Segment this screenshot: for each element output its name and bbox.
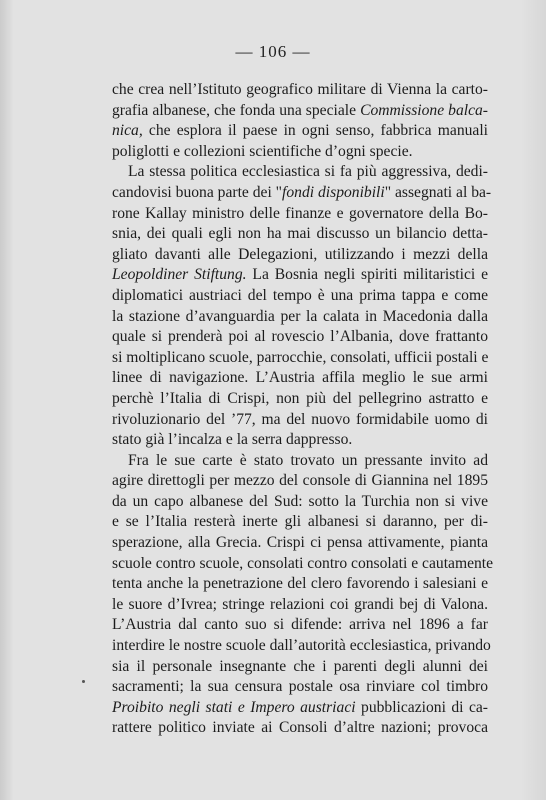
text-segment: La Bosnia negli spiriti militaristici e [246, 266, 489, 284]
text-line [112, 183, 492, 204]
text-segment: gliato davanti alle Delegazioni, utilizzando i mezzi della [112, 245, 488, 263]
text-segment: " assegnati al ba- [384, 183, 492, 201]
text-line [112, 533, 488, 554]
text-line [112, 574, 488, 595]
text-segment: perchè l’Italia di Crispi, non più del pellegrino astratto e [112, 389, 488, 407]
italic-text: Leopoldiner Stiftung. [112, 266, 247, 284]
text-segment: e se l’Italia resterà inerte gli albanesi si daranno, per di- [112, 513, 488, 531]
text-line [112, 80, 488, 101]
text-segment: pubblicazioni di ca- [355, 698, 488, 716]
text-segment: poliglotti e collezioni scientifiche d’ogni specie. [112, 142, 413, 160]
text-segment: che crea nell’Istituto geografico militare di Vienna la carto- [112, 81, 488, 98]
italic-text: Proibito negli stati e Impero austriaci [112, 698, 356, 716]
text-line [112, 121, 488, 142]
text-segment: sperazione, alla Grecia. Crispi ci pensa attivamente, pianta [112, 534, 488, 552]
text-line [112, 368, 488, 389]
text-line [112, 307, 488, 328]
text-segment: le suore d’Ivrea; stringe relazioni coi grandi bej di Valona. [112, 595, 488, 613]
text-segment: rone Kallay ministro delle finanze e governatore della Bo- [112, 204, 488, 222]
text-line [112, 595, 488, 616]
text-line [112, 512, 488, 533]
text-line [112, 471, 488, 492]
text-segment: la stazione d’avanguardia per la calata in Macedonia dalla [112, 307, 488, 325]
italic-text: fondi disponibili [282, 183, 385, 201]
text-line [112, 677, 488, 698]
text-segment: stato già l’incalza e la serra dappresso. [112, 431, 353, 449]
page-number: — 106 — [235, 42, 311, 61]
text-line [112, 142, 488, 163]
text-segment: grafia albanese, che fonda una speciale [112, 101, 361, 119]
text-segment: sacramenti; la sua censura postale osa rinviare col timbro [112, 678, 488, 696]
text-segment: snia, dei quali egli non ha mai discusso un bilancio detta- [112, 225, 488, 243]
text-line [112, 430, 488, 451]
text-segment: linee di navigazione. L’Austria affila meglio le sue armi [112, 369, 488, 387]
text-segment: da un capo albanese del Sud: sotto la Turchia non si vive [112, 492, 488, 510]
text-segment: La stessa politica ecclesiastica si fa più aggressiva, dedi- [128, 163, 488, 181]
text-line [112, 286, 488, 307]
text-segment: rattere politico inviate ai Consoli d’altre nazioni; provoca [112, 719, 488, 737]
text-line [112, 162, 488, 183]
text-line [112, 410, 488, 431]
text-line [112, 224, 488, 245]
text-line [112, 327, 488, 348]
italic-text: Commissione balca- [360, 101, 488, 119]
text-line [112, 348, 488, 369]
text-segment: tenta anche la penetrazione del clero favorendo i salesiani e [112, 575, 488, 593]
text-segment: Fra le sue carte è stato trovato un pressante invito ad [128, 451, 488, 469]
text-segment: sia il personale insegnante che i parenti degli alunni dei [112, 657, 488, 675]
text-line [112, 698, 488, 719]
text-line [112, 389, 488, 410]
text-line [112, 204, 488, 225]
text-line [112, 718, 488, 739]
text-line [112, 492, 488, 513]
text-line [112, 245, 488, 266]
text-segment: che esplora il paese in ogni senso, fabbrica manuali [142, 122, 488, 140]
text-segment: agire direttogli per mezzo del console di Giannina nel 1895 [112, 472, 488, 490]
text-segment: diplomatici austriaci del tempo è una prima tappa e come [112, 286, 488, 304]
text-segment: quale si prenderà poi al rovescio l’Albania, dove frattanto [112, 328, 488, 346]
text-line [112, 554, 494, 575]
text-line [112, 636, 491, 657]
body-text [112, 80, 494, 739]
text-segment: L’Austria dal canto suo si difende: arriva nel 1896 a far [112, 616, 488, 634]
text-segment: rivoluzionario del ’77, ma del nuovo formidabile uomo di [112, 410, 488, 428]
text-line [112, 101, 488, 122]
italic-text: nica, [112, 122, 143, 140]
text-segment: candovisi buona parte dei " [112, 183, 283, 201]
text-segment: interdire le nostre scuole dall’autorità ecclesiastica, privando [112, 637, 491, 655]
text-line [112, 657, 488, 678]
text-line [112, 265, 488, 286]
text-line [112, 615, 488, 636]
ink-speck [82, 680, 85, 683]
text-segment: scuole contro scuole, consolati contro consolati e cautamente [112, 554, 494, 572]
text-segment: si moltiplicano scuole, parrocchie, consolati, ufficii postali e [112, 348, 489, 366]
text-line [112, 451, 488, 472]
